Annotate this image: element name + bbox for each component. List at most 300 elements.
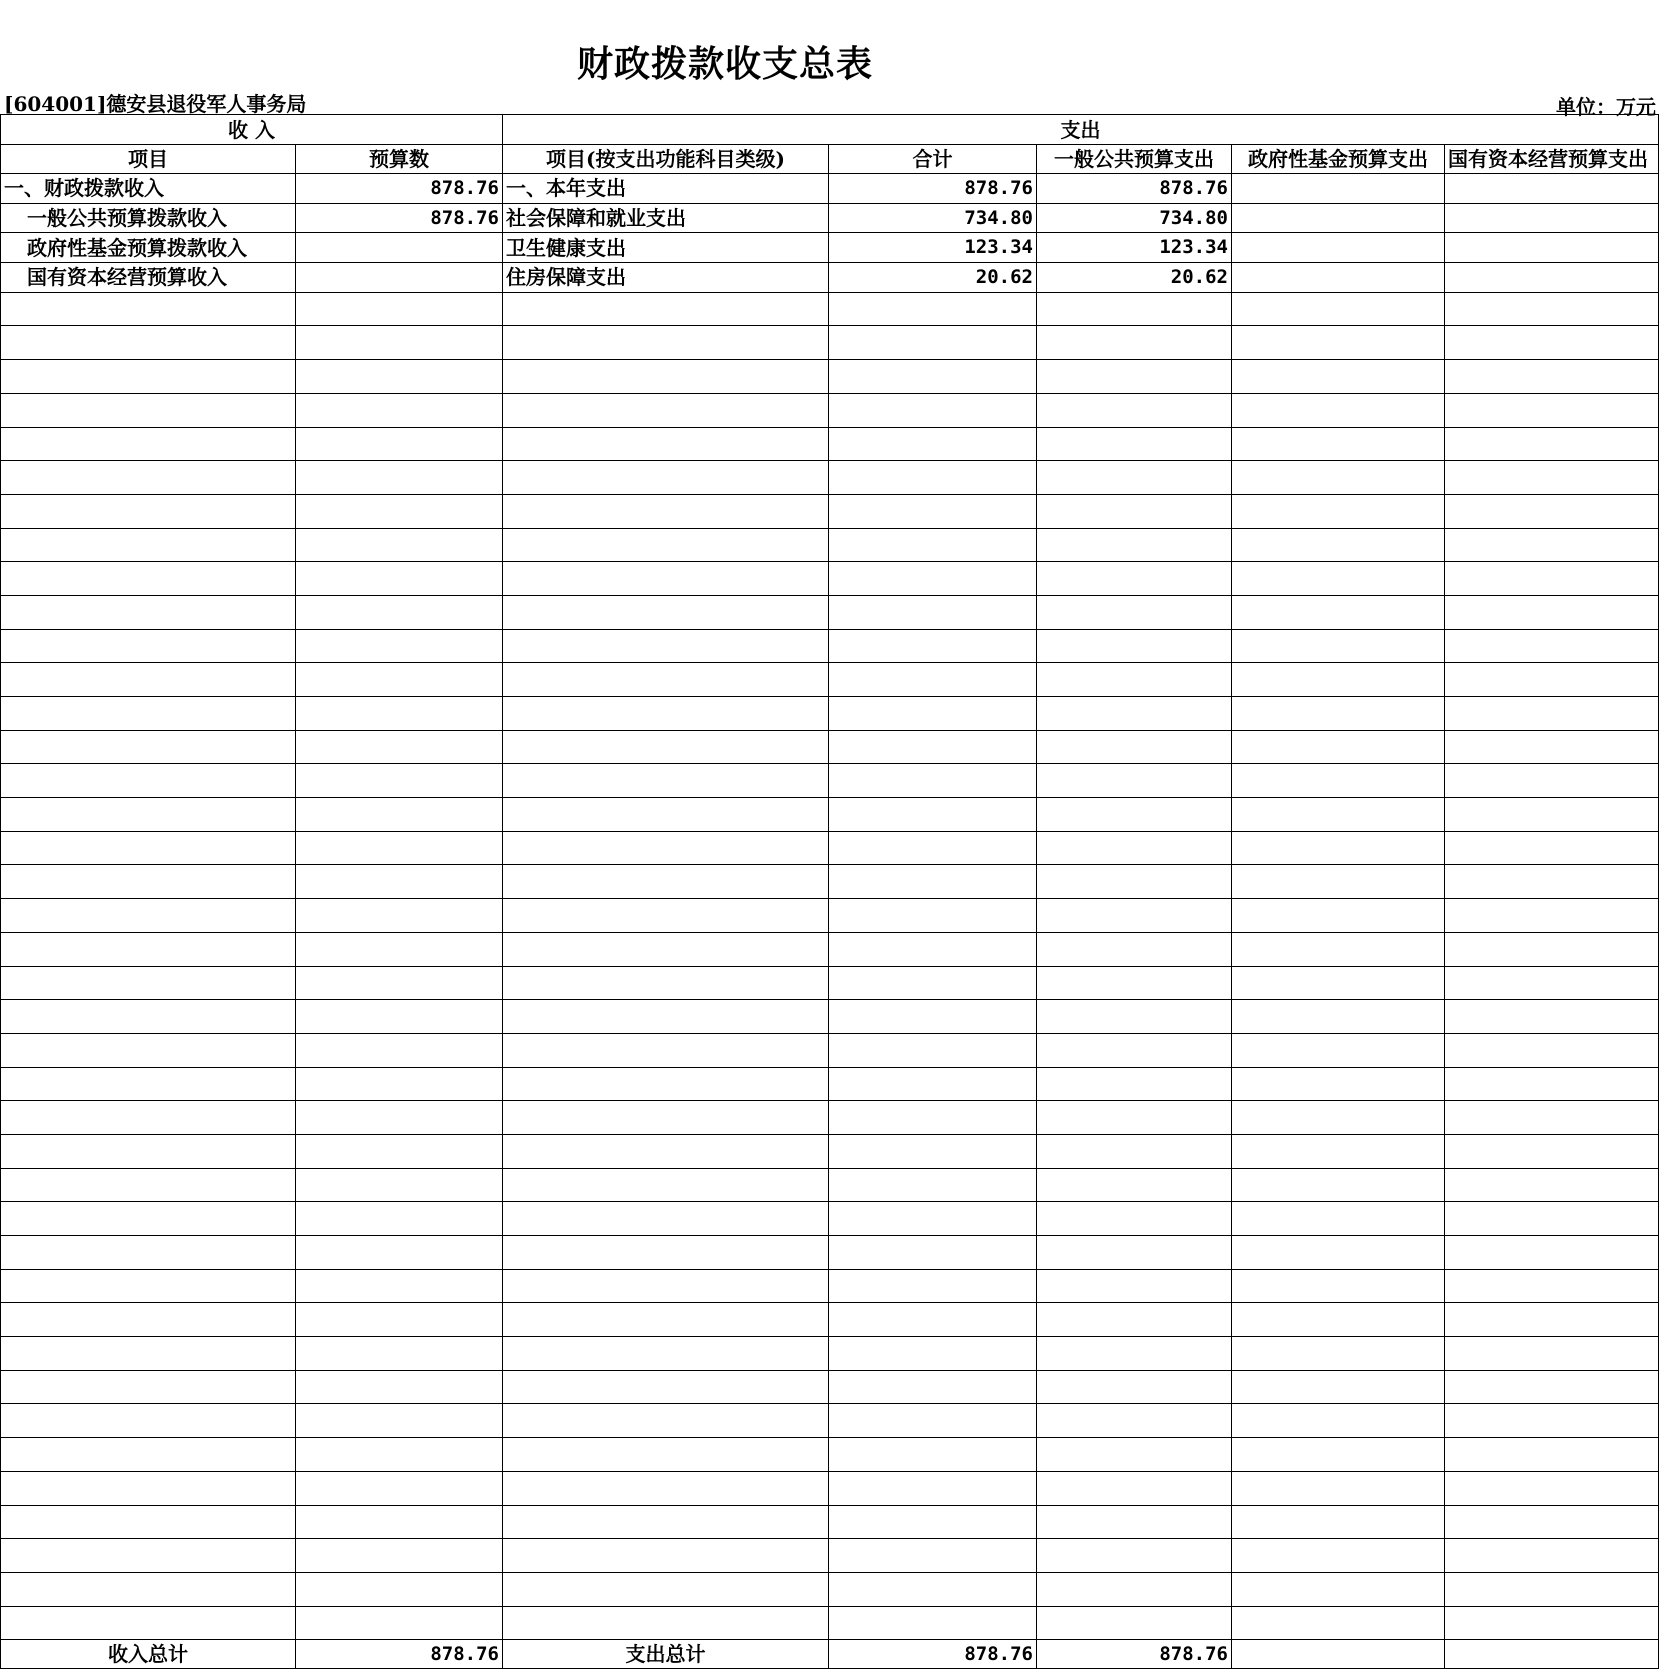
- col-income-item-header: 项目: [1, 145, 296, 174]
- empty-cell: [1037, 629, 1232, 663]
- empty-cell: [1037, 1370, 1232, 1404]
- empty-row: [1, 1404, 1659, 1438]
- state-cell: [1445, 233, 1659, 263]
- empty-cell: [503, 292, 829, 326]
- empty-cell: [1, 595, 296, 629]
- empty-row: [1, 865, 1659, 899]
- empty-cell: [829, 360, 1037, 394]
- empty-cell: [1037, 595, 1232, 629]
- empty-cell: [1232, 1337, 1445, 1371]
- empty-cell: [296, 1303, 503, 1337]
- empty-row: [1, 427, 1659, 461]
- general-total-value: 878.76: [1037, 1640, 1232, 1669]
- empty-cell: [296, 1134, 503, 1168]
- empty-cell: [1037, 899, 1232, 933]
- general-cell: 20.62: [1037, 263, 1232, 293]
- empty-cell: [503, 494, 829, 528]
- empty-cell: [1445, 932, 1659, 966]
- empty-cell: [1232, 1404, 1445, 1438]
- empty-cell: [1037, 427, 1232, 461]
- expense-item-cell: 社会保障和就业支出: [503, 203, 829, 233]
- empty-cell: [503, 932, 829, 966]
- empty-cell: [1, 1202, 296, 1236]
- empty-cell: [296, 966, 503, 1000]
- empty-cell: [1, 730, 296, 764]
- empty-cell: [1, 966, 296, 1000]
- empty-row: [1, 1134, 1659, 1168]
- empty-cell: [1232, 360, 1445, 394]
- empty-row: [1, 932, 1659, 966]
- empty-cell: [1, 663, 296, 697]
- expense-total-label: 支出总计: [503, 1640, 829, 1669]
- empty-cell: [1037, 528, 1232, 562]
- empty-cell: [1, 1236, 296, 1270]
- empty-cell: [296, 697, 503, 731]
- empty-cell: [829, 494, 1037, 528]
- empty-row: [1, 1101, 1659, 1135]
- empty-cell: [296, 461, 503, 495]
- empty-row: [1, 1303, 1659, 1337]
- empty-cell: [503, 1269, 829, 1303]
- empty-cell: [503, 562, 829, 596]
- empty-cell: [1037, 932, 1232, 966]
- empty-cell: [1232, 292, 1445, 326]
- empty-row: [1, 528, 1659, 562]
- empty-cell: [829, 663, 1037, 697]
- empty-cell: [829, 595, 1037, 629]
- empty-cell: [503, 1168, 829, 1202]
- empty-cell: [1445, 1539, 1659, 1573]
- empty-cell: [1, 393, 296, 427]
- organization-label: [604001]德安县退役军人事务局: [4, 92, 307, 116]
- table-row: [1, 203, 1659, 233]
- empty-cell: [1445, 966, 1659, 1000]
- empty-cell: [296, 292, 503, 326]
- empty-cell: [1037, 1202, 1232, 1236]
- empty-cell: [1, 360, 296, 394]
- empty-cell: [1445, 1236, 1659, 1270]
- empty-cell: [503, 899, 829, 933]
- empty-cell: [1037, 697, 1232, 731]
- empty-cell: [1, 1269, 296, 1303]
- empty-cell: [503, 730, 829, 764]
- empty-cell: [1037, 326, 1232, 360]
- empty-cell: [296, 1606, 503, 1640]
- empty-cell: [1445, 899, 1659, 933]
- total-cell: 734.80: [829, 203, 1037, 233]
- empty-cell: [296, 865, 503, 899]
- empty-cell: [1232, 697, 1445, 731]
- empty-cell: [829, 764, 1037, 798]
- empty-cell: [296, 562, 503, 596]
- empty-row: [1, 1067, 1659, 1101]
- empty-cell: [829, 697, 1037, 731]
- empty-cell: [1, 831, 296, 865]
- empty-cell: [829, 292, 1037, 326]
- empty-cell: [503, 461, 829, 495]
- header-group-row: [1, 115, 1659, 145]
- empty-row: [1, 1471, 1659, 1505]
- empty-cell: [829, 562, 1037, 596]
- empty-cell: [829, 1370, 1037, 1404]
- empty-cell: [829, 798, 1037, 832]
- empty-cell: [1232, 1471, 1445, 1505]
- empty-cell: [296, 1539, 503, 1573]
- empty-cell: [829, 1303, 1037, 1337]
- empty-cell: [1232, 393, 1445, 427]
- empty-cell: [1232, 427, 1445, 461]
- empty-cell: [829, 1168, 1037, 1202]
- empty-cell: [1445, 1067, 1659, 1101]
- empty-cell: [1, 697, 296, 731]
- empty-cell: [503, 764, 829, 798]
- empty-cell: [296, 629, 503, 663]
- empty-cell: [1445, 562, 1659, 596]
- empty-cell: [503, 595, 829, 629]
- empty-cell: [503, 1337, 829, 1371]
- empty-row: [1, 764, 1659, 798]
- empty-cell: [1037, 1572, 1232, 1606]
- empty-cell: [296, 1269, 503, 1303]
- empty-row: [1, 1438, 1659, 1472]
- empty-cell: [1037, 461, 1232, 495]
- empty-cell: [296, 1101, 503, 1135]
- empty-cell: [296, 1438, 503, 1472]
- empty-cell: [1, 494, 296, 528]
- empty-cell: [1037, 494, 1232, 528]
- empty-cell: [1232, 1000, 1445, 1034]
- empty-cell: [503, 1572, 829, 1606]
- empty-cell: [1037, 1303, 1232, 1337]
- empty-row: [1, 360, 1659, 394]
- empty-cell: [503, 1404, 829, 1438]
- empty-cell: [829, 326, 1037, 360]
- state-cell: [1445, 174, 1659, 204]
- empty-cell: [829, 1067, 1037, 1101]
- expense-item-cell: 一、本年支出: [503, 174, 829, 204]
- empty-cell: [1232, 629, 1445, 663]
- empty-cell: [1, 798, 296, 832]
- empty-cell: [503, 1539, 829, 1573]
- empty-cell: [1, 764, 296, 798]
- totals-row: [1, 1640, 1659, 1669]
- empty-cell: [1445, 764, 1659, 798]
- empty-cell: [503, 427, 829, 461]
- empty-cell: [503, 865, 829, 899]
- empty-cell: [1232, 595, 1445, 629]
- empty-cell: [1445, 1438, 1659, 1472]
- empty-cell: [296, 326, 503, 360]
- empty-cell: [503, 1101, 829, 1135]
- empty-row: [1, 899, 1659, 933]
- empty-cell: [503, 1471, 829, 1505]
- unit-label: 单位：万元: [1556, 95, 1656, 119]
- empty-cell: [1037, 764, 1232, 798]
- empty-cell: [1, 528, 296, 562]
- empty-row: [1, 697, 1659, 731]
- empty-cell: [1, 1134, 296, 1168]
- general-cell: 734.80: [1037, 203, 1232, 233]
- empty-cell: [829, 1269, 1037, 1303]
- empty-cell: [829, 1236, 1037, 1270]
- empty-cell: [1, 1572, 296, 1606]
- empty-cell: [1445, 831, 1659, 865]
- empty-cell: [296, 1000, 503, 1034]
- empty-cell: [1232, 1067, 1445, 1101]
- empty-cell: [503, 663, 829, 697]
- empty-cell: [1, 629, 296, 663]
- col-fund-header: 政府性基金预算支出: [1232, 145, 1445, 174]
- empty-cell: [829, 1202, 1037, 1236]
- budget-table: [0, 114, 1659, 1669]
- empty-cell: [1445, 360, 1659, 394]
- empty-cell: [503, 1606, 829, 1640]
- empty-cell: [829, 461, 1037, 495]
- empty-cell: [829, 1134, 1037, 1168]
- expense-item-cell: 住房保障支出: [503, 263, 829, 293]
- empty-cell: [1232, 1269, 1445, 1303]
- budget-cell: [296, 263, 503, 293]
- col-general-header: 一般公共预算支出: [1037, 145, 1232, 174]
- empty-cell: [1445, 1269, 1659, 1303]
- empty-cell: [1232, 1370, 1445, 1404]
- empty-cell: [1445, 730, 1659, 764]
- empty-cell: [1445, 326, 1659, 360]
- general-cell: 123.34: [1037, 233, 1232, 263]
- empty-cell: [1232, 1606, 1445, 1640]
- empty-cell: [1232, 966, 1445, 1000]
- empty-cell: [1232, 1303, 1445, 1337]
- empty-cell: [1445, 1134, 1659, 1168]
- empty-cell: [296, 1202, 503, 1236]
- empty-cell: [1037, 1168, 1232, 1202]
- empty-cell: [1037, 1606, 1232, 1640]
- empty-row: [1, 494, 1659, 528]
- empty-cell: [1037, 730, 1232, 764]
- empty-cell: [296, 932, 503, 966]
- empty-cell: [296, 1404, 503, 1438]
- empty-cell: [503, 629, 829, 663]
- empty-cell: [1037, 1269, 1232, 1303]
- empty-cell: [829, 1404, 1037, 1438]
- empty-cell: [1, 1606, 296, 1640]
- table-row: [1, 263, 1659, 293]
- empty-cell: [296, 730, 503, 764]
- empty-cell: [829, 629, 1037, 663]
- col-budget-header: 预算数: [296, 145, 503, 174]
- income-item-cell: 国有资本经营预算收入: [1, 263, 296, 293]
- empty-cell: [503, 1303, 829, 1337]
- empty-cell: [503, 393, 829, 427]
- empty-cell: [1, 1438, 296, 1472]
- empty-cell: [296, 764, 503, 798]
- empty-cell: [829, 730, 1037, 764]
- empty-cell: [296, 528, 503, 562]
- income-group-header: 收 入: [1, 115, 503, 145]
- empty-cell: [829, 427, 1037, 461]
- empty-cell: [1232, 461, 1445, 495]
- empty-cell: [1232, 1539, 1445, 1573]
- empty-cell: [503, 697, 829, 731]
- empty-cell: [1, 1337, 296, 1371]
- table-row: [1, 233, 1659, 263]
- empty-cell: [1232, 1236, 1445, 1270]
- empty-row: [1, 326, 1659, 360]
- fund-cell: [1232, 233, 1445, 263]
- state-cell: [1445, 263, 1659, 293]
- empty-cell: [1, 1404, 296, 1438]
- empty-cell: [1037, 1236, 1232, 1270]
- empty-cell: [296, 1471, 503, 1505]
- empty-cell: [503, 1134, 829, 1168]
- empty-cell: [829, 831, 1037, 865]
- empty-cell: [503, 798, 829, 832]
- empty-cell: [1232, 730, 1445, 764]
- total-cell: 878.76: [829, 174, 1037, 204]
- empty-row: [1, 292, 1659, 326]
- empty-cell: [829, 899, 1037, 933]
- empty-cell: [1, 1101, 296, 1135]
- empty-cell: [296, 595, 503, 629]
- empty-cell: [829, 1539, 1037, 1573]
- empty-cell: [1037, 1000, 1232, 1034]
- empty-cell: [1037, 1404, 1232, 1438]
- empty-row: [1, 1000, 1659, 1034]
- budget-cell: 878.76: [296, 203, 503, 233]
- empty-cell: [1445, 292, 1659, 326]
- empty-cell: [829, 1471, 1037, 1505]
- empty-cell: [829, 528, 1037, 562]
- empty-cell: [1232, 1168, 1445, 1202]
- empty-cell: [1, 1168, 296, 1202]
- empty-cell: [1, 461, 296, 495]
- empty-cell: [1445, 865, 1659, 899]
- empty-cell: [503, 1000, 829, 1034]
- budget-cell: [296, 233, 503, 263]
- empty-cell: [829, 1606, 1037, 1640]
- empty-cell: [1, 1471, 296, 1505]
- empty-cell: [1445, 1471, 1659, 1505]
- empty-cell: [1, 1370, 296, 1404]
- empty-cell: [1037, 360, 1232, 394]
- empty-cell: [1445, 798, 1659, 832]
- empty-cell: [503, 1033, 829, 1067]
- empty-row: [1, 1370, 1659, 1404]
- empty-cell: [1445, 427, 1659, 461]
- fund-cell: [1232, 203, 1445, 233]
- page-title: 财政拨款收支总表: [576, 43, 873, 85]
- empty-cell: [1445, 1000, 1659, 1034]
- empty-cell: [1232, 1505, 1445, 1539]
- empty-cell: [1, 427, 296, 461]
- empty-cell: [503, 1202, 829, 1236]
- empty-cell: [1445, 697, 1659, 731]
- empty-cell: [1, 865, 296, 899]
- empty-cell: [1037, 798, 1232, 832]
- empty-cell: [1, 899, 296, 933]
- col-expense-item-header: 项目(按支出功能科目类级): [503, 145, 829, 174]
- empty-cell: [1232, 831, 1445, 865]
- empty-cell: [1445, 595, 1659, 629]
- empty-row: [1, 1606, 1659, 1640]
- empty-cell: [1037, 663, 1232, 697]
- empty-cell: [296, 1067, 503, 1101]
- empty-cell: [1232, 562, 1445, 596]
- empty-cell: [829, 1438, 1037, 1472]
- expense-item-cell: 卫生健康支出: [503, 233, 829, 263]
- total-cell: 123.34: [829, 233, 1037, 263]
- empty-cell: [1037, 1438, 1232, 1472]
- empty-cell: [1, 1539, 296, 1573]
- empty-cell: [1232, 1572, 1445, 1606]
- empty-cell: [1, 1505, 296, 1539]
- empty-row: [1, 1033, 1659, 1067]
- empty-cell: [503, 360, 829, 394]
- empty-cell: [1037, 1101, 1232, 1135]
- empty-cell: [829, 865, 1037, 899]
- income-total-value: 878.76: [296, 1640, 503, 1669]
- fund-cell: [1232, 174, 1445, 204]
- empty-cell: [1445, 629, 1659, 663]
- empty-cell: [503, 1236, 829, 1270]
- empty-cell: [829, 1101, 1037, 1135]
- empty-cell: [503, 966, 829, 1000]
- empty-row: [1, 1539, 1659, 1573]
- empty-cell: [1232, 798, 1445, 832]
- empty-row: [1, 730, 1659, 764]
- empty-cell: [829, 1000, 1037, 1034]
- empty-row: [1, 461, 1659, 495]
- empty-cell: [503, 1505, 829, 1539]
- empty-cell: [1445, 1404, 1659, 1438]
- income-item-cell: 政府性基金预算拨款收入: [1, 233, 296, 263]
- empty-cell: [296, 393, 503, 427]
- empty-cell: [1037, 1539, 1232, 1573]
- empty-cell: [1232, 932, 1445, 966]
- empty-cell: [503, 1370, 829, 1404]
- empty-cell: [1232, 494, 1445, 528]
- expense-total-value: 878.76: [829, 1640, 1037, 1669]
- empty-row: [1, 1236, 1659, 1270]
- general-cell: 878.76: [1037, 174, 1232, 204]
- empty-cell: [1037, 1033, 1232, 1067]
- empty-row: [1, 1505, 1659, 1539]
- empty-cell: [296, 427, 503, 461]
- empty-cell: [1445, 1303, 1659, 1337]
- empty-cell: [1232, 1438, 1445, 1472]
- income-total-label: 收入总计: [1, 1640, 296, 1669]
- empty-cell: [296, 899, 503, 933]
- empty-cell: [296, 1572, 503, 1606]
- empty-row: [1, 629, 1659, 663]
- empty-cell: [1445, 1572, 1659, 1606]
- empty-row: [1, 1337, 1659, 1371]
- empty-cell: [1037, 966, 1232, 1000]
- empty-cell: [829, 1033, 1037, 1067]
- empty-cell: [1232, 899, 1445, 933]
- budget-cell: 878.76: [296, 174, 503, 204]
- empty-row: [1, 1269, 1659, 1303]
- empty-cell: [1037, 1505, 1232, 1539]
- empty-cell: [829, 1337, 1037, 1371]
- empty-cell: [503, 1067, 829, 1101]
- empty-cell: [1445, 1202, 1659, 1236]
- empty-row: [1, 562, 1659, 596]
- empty-cell: [1232, 326, 1445, 360]
- empty-cell: [1232, 663, 1445, 697]
- empty-cell: [503, 528, 829, 562]
- empty-row: [1, 1168, 1659, 1202]
